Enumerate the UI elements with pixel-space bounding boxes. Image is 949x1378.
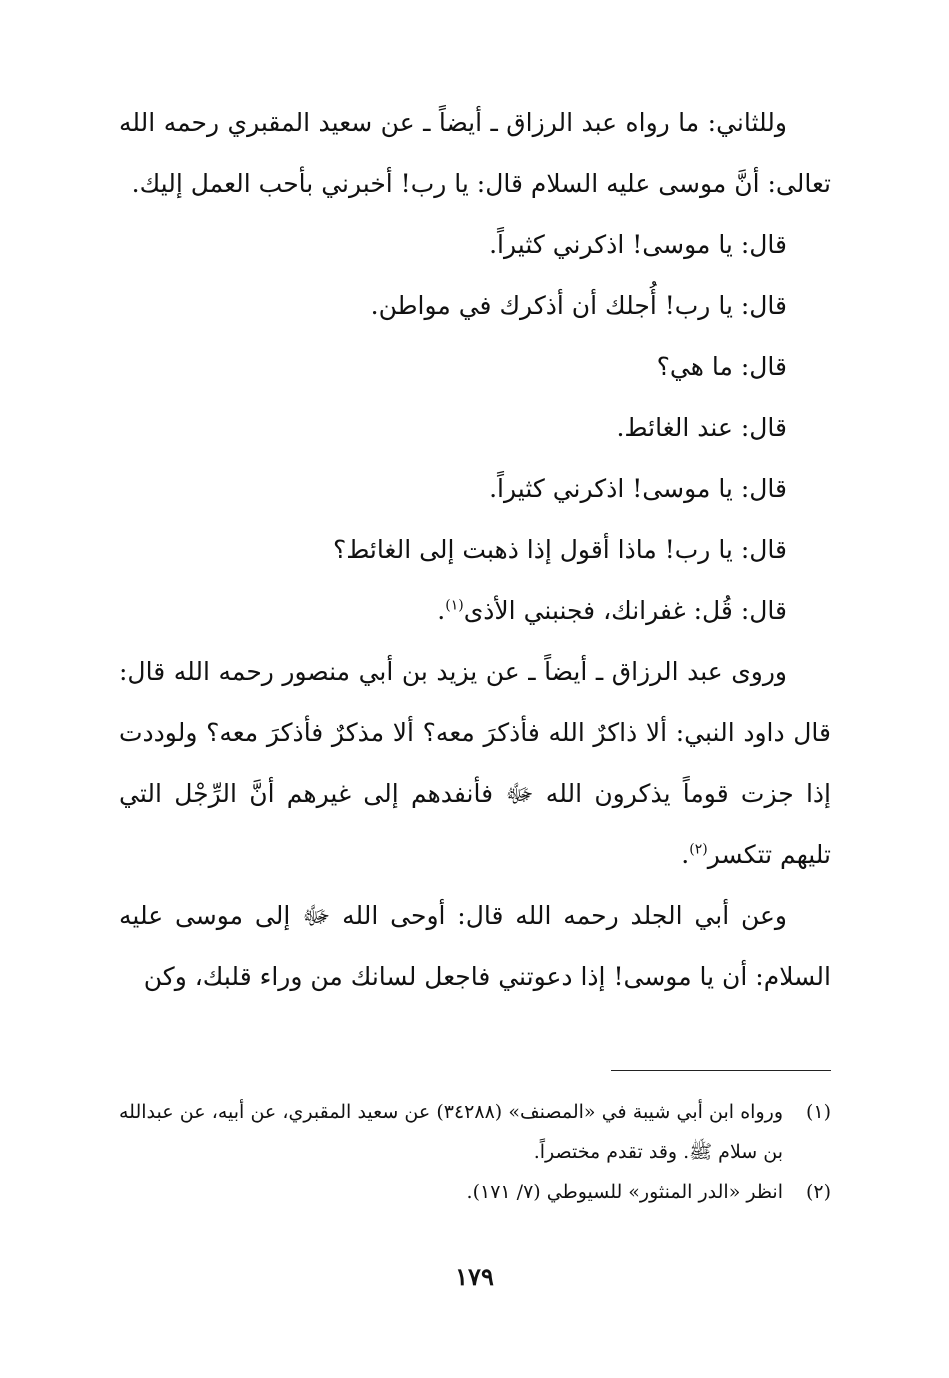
paragraph-end: .	[681, 840, 690, 869]
dialog-line: قال: يا رب! ماذا أقول إذا ذهبت إلى الغائط؟	[332, 535, 787, 564]
footnote-2	[119, 1172, 831, 1212]
footnote-marker-2[interactable]: (٢)	[689, 841, 708, 858]
footnote-text: ورواه ابن أبي شيبة في «المصنف» (٣٤٢٨٨) عن سعيد المقبري، عن أبيه، عن عبدالله بن سلام ﷺ. وقد تقدم مختصراً.	[119, 1101, 783, 1163]
footnote-text: انظر «الدر المنثور» للسيوطي (٧/ ١٧١).	[466, 1181, 783, 1203]
dialog-line: قال: عند الغائط.	[616, 413, 787, 442]
main-text	[119, 92, 831, 1007]
footnote-marker-1[interactable]: (١)	[445, 597, 464, 614]
paragraph-abi-aljald: وعن أبي الجلد رحمه الله قال: أوحى الله ﷻ إلى موسى عليه السلام: أن يا موسى! إذا دعوتني فاجعل لسانك من وراء قلبك، وكن	[119, 901, 831, 991]
footnote-number: (٢)	[805, 1181, 831, 1203]
footnote-number: (١)	[805, 1101, 831, 1123]
footnote-1	[119, 1092, 831, 1172]
dialog-line: قال: يا موسى! اذكرني كثيراً.	[489, 230, 787, 259]
dialog-text: قال: قُل: غفرانك، فجنبني الأذى	[463, 596, 787, 625]
paragraph-intro: وللثاني: ما رواه عبد الرزاق ـ أيضاً ـ عن سعيد المقبري رحمه الله تعالى: أنَّ موسى عليه السلام قال: يا رب! أخبرني بأحب العمل إليك.	[119, 108, 831, 198]
dialog-end: .	[437, 596, 446, 625]
dialog-line: قال: يا رب! أُجلك أن أذكرك في مواطن.	[370, 291, 787, 320]
dialog-line-last	[119, 580, 831, 641]
paragraph-text: وروى عبد الرزاق ـ أيضاً ـ عن يزيد بن أبي منصور رحمه الله قال: قال داود النبي: ألا ذاكرٌ الله فأذكرَ معه؟ ألا مذكرٌ فأذكرَ معه؟ ولوددت إذا جزت قوماً يذكرون الله ﷻ فأنفدهم إلى غيرهم أنَّ الرِّجْل التي تليهم تتكسر	[119, 657, 831, 869]
dialog-line: قال: يا موسى! اذكرني كثيراً.	[489, 474, 787, 503]
footnotes	[119, 1092, 831, 1212]
page-number: ١٧٩	[455, 1262, 494, 1291]
footnote-divider	[611, 1070, 831, 1071]
dialog-line: قال: ما هي؟	[656, 352, 787, 381]
paragraph-dawud	[119, 641, 831, 885]
